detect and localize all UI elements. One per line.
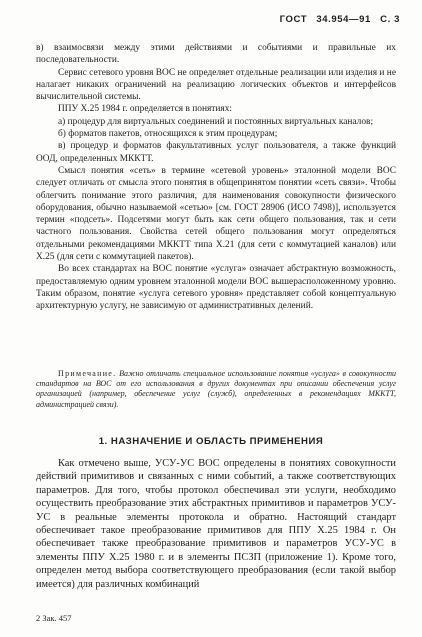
standard-label: ГОСТ: [279, 14, 308, 25]
standard-number: 34.954—91: [316, 14, 371, 25]
paragraph: Как отмечено выше, УСУ-УС ВОС определены в понятиях совокупности действий примитивов и связанных с ними событий, а также соответствующих параметров. Для того, чтобы протокол обеспечивал эти услуги, необходимо осуществить преобразование этих абстрактных примитивов и параметров УСУ-УС в реальные элементы протокола и обратно. Настоящий стандарт обеспечивает такое преобразование примитивов для ППУ Х.25 1984 г. Он обеспечивает также преобразование примитивов и параметров УСУ-УС в элементы ППУ Х.25 1980 г. и в элементы ПСЗП (приложение 1). Кроме того, определен метод выбора соответствующего преобразования (если такой выбор имеется) для различных комбинаций: [36, 458, 396, 590]
paragraph: в) взаимосвязи между этими действиями и событиями и правильные их последовательности.: [36, 43, 396, 66]
note-label: Примечание.: [58, 369, 117, 378]
body-text-bottom: [36, 457, 396, 591]
paragraph: Смысл понятия «сеть» в термине «сетевой уровень» эталонной модели ВОС следует отличать от смысла этого понятия в общепринятом понятии «сеть связи». Чтобы облегчить понимание этого различия, для наименования совокупности физического оборудования, обычно называемой «сетью» [см. ГОСТ 28906 (ИСО 7498)], используется термин «подсеть». Подсетями могут быть как сети общего пользования, так и сети частного пользования. Свойства сетей общего пользования могут определяться отдельными рекомендациями МККТТ типа Х.21 (для сети с коммутацией каналов) или Х.25 (для сети с коммутацией пакетов).: [36, 165, 396, 263]
section-number: 1.: [98, 436, 108, 447]
page-number: С. 3: [380, 14, 400, 25]
body-text-top: [36, 42, 396, 313]
section-title: НАЗНАЧЕНИЕ И ОБЛАСТЬ ПРИМЕНЕНИЯ: [110, 436, 324, 447]
paragraph: б) форматов пакетов, относящихся к этим процедурам;: [58, 129, 278, 140]
print-order-code: 2 Зак. 457: [36, 613, 72, 623]
paragraph: в) процедур и форматов факультативных услуг пользователя, а также функций ООД, определенных МККТТ.: [36, 141, 396, 164]
section-heading: [0, 436, 422, 447]
note-block: [36, 369, 396, 410]
note-text: Важно отличать специальное использование понятия «услуга» в совокупности стандартов на ВОС от его использования в других документах при описании обеспечения услуг организацией (например, обеспечение услуг (служб), определенных в рекомендациях МККТТ, администрацией связи).: [36, 369, 397, 409]
note-paragraph: [36, 369, 396, 410]
running-header: [274, 14, 400, 25]
paragraph: а) процедур для виртуальных соединений и постоянных виртуальных каналов;: [58, 116, 374, 127]
paragraph: Сервис сетевого уровня ВОС не определяет отдельные реализации или изделия и не налагает никаких ограничений на реализацию логических объектов и интерфейсов вычислительной системы.: [36, 67, 396, 103]
paragraph: ППУ Х.25 1984 г. определяется в понятиях:: [58, 104, 232, 115]
paragraph: Во всех стандартах на ВОС понятие «услуга» означает абстрактную возможность, предоставляемую одним уровнем эталонной модели ВОС вышерасположенному уровню. Таким образом, понятие «услуга сетевого уровня» представляет собой концептуальную архитектурную услугу, не зависимую от административных делений.: [36, 264, 396, 312]
